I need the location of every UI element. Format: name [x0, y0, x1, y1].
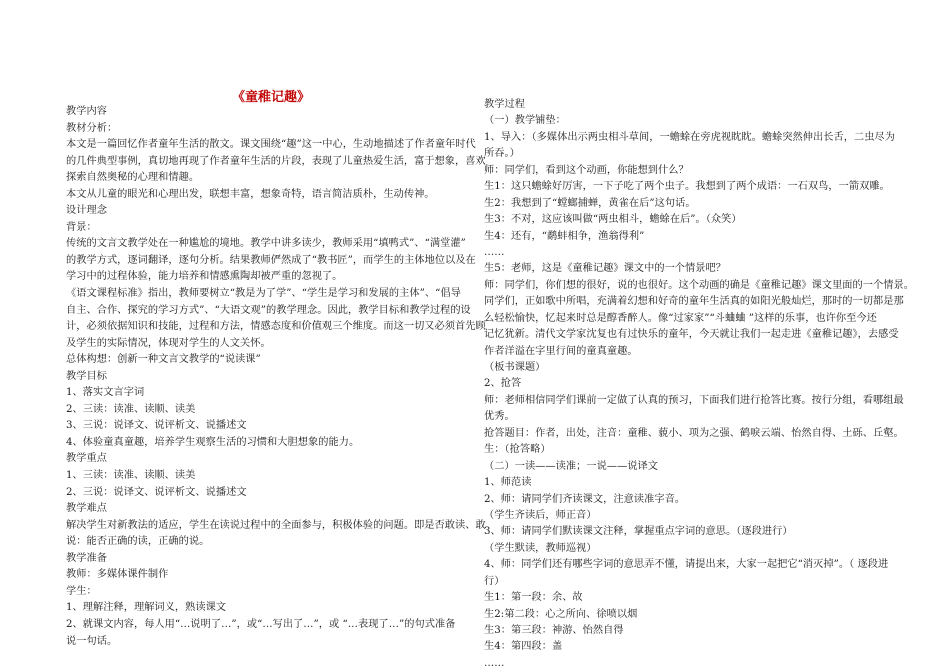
text-line: 自主、合作、探究的学习方式”、“大语文观”的教学理念。因此，教学目标和教学过程的设	[66, 304, 471, 316]
text-line: 生1：第一段：余、故	[484, 592, 583, 604]
text-line: 3、三说：说译文、说评析文、说播述文	[66, 420, 247, 432]
text-line: 1、理解注释，理解词义，熟读课文	[66, 602, 227, 614]
text-line: 的教学方式，逐词翻译，逐句分析。结果教师俨然成了“教书匠”，而学生的主体地位以及在	[66, 254, 476, 266]
text-line: 《语文课程标准》指出，教师要树立“教是为了学”、“学生是学习和发展的主体”、“倡导	[66, 288, 461, 300]
text-line: 教学重点	[66, 453, 107, 465]
text-line: 2、三读：读准、读顺、读美	[66, 403, 196, 415]
text-line: 教学准备	[66, 552, 107, 564]
text-line: 生3：不对，这应该叫做“两虫相斗，蟾蜍在后”。（众笑）	[484, 214, 742, 226]
text-line: 师：老师相信同学们课前一定做了认真的预习，下面我们进行抢答比赛。按行分组，看哪组最	[484, 394, 904, 406]
text-line: 教学内容	[66, 106, 107, 117]
text-line: 教师：多媒体课件制作	[66, 569, 169, 581]
text-line: （学生默读，教师巡视）	[484, 542, 597, 554]
text-line: 行）	[484, 575, 505, 587]
text-line: 生4：还有，“鹬蚌相争，渔翁得利”	[484, 230, 645, 242]
text-line: 2、师：请同学们齐读课文，注意读准字音。	[484, 493, 686, 505]
text-line: 教学目标	[66, 370, 107, 382]
text-line: （板书课题）	[484, 362, 546, 373]
text-line: （学生齐读后，师正音）	[484, 509, 597, 521]
text-line: 及学生的实际情况，体现对学生的人文关怀。	[66, 337, 271, 349]
text-line: 优秀。	[484, 411, 515, 423]
text-line: 么轻松愉快，忆起来时总是醇香醉人。像“过家家”“斗蛐蛐 ”这样的乐事，也许你至今还	[484, 312, 877, 324]
text-line: 教学难点	[66, 503, 107, 515]
text-line: 背景：	[66, 221, 97, 233]
text-line: 本文是一篇回忆作者童年生活的散文。课文围绕“趣”这一中心，生动地描述了作者童年时代	[66, 139, 476, 151]
text-line: 传统的文言文教学处在一种尴尬的境地。教学中讲多读少，教师采用“填鸭式”、“满堂灌”	[66, 238, 466, 250]
right-text-lines	[484, 97, 914, 672]
text-line: 所吞。）	[484, 148, 520, 160]
text-line: 2、抢答	[484, 378, 522, 390]
text-line: 4、体验童真童趣，培养学生观察生活的习惯和大胆想象的能力。	[66, 436, 360, 448]
text-line: 说：能否正确的读，正确的说。	[66, 536, 210, 548]
text-line: （二）一读——读准；一说——说译文	[484, 460, 659, 472]
text-line: 2、三说：说译文、说评析文、说播述文	[66, 486, 247, 498]
text-line: 师：同学们，看到这个动画，你能想到什么？	[484, 164, 689, 176]
text-line: 生1：这只蟾蜍好厉害，一下子吃了两个虫子。我想到了两个成语：一石双鸟，一箭双雕。	[484, 181, 890, 193]
text-line: 1、导入：（多媒体出示两虫相斗草间，一蟾蜍在旁虎视眈眈。蟾蜍突然伸出长舌，二虫尽为	[484, 131, 895, 143]
text-line: 记忆犹新。清代文学家沈复也有过快乐的童年，今天就让我们一起走进《童稚记趣》，去感受	[484, 329, 899, 341]
text-line: ……	[484, 657, 505, 669]
text-line: 作者洋溢在字里行间的童真童趣。	[484, 345, 638, 357]
text-line: 同学们，正如歌中所唱，充满着幻想和好奇的童年生活真的如阳光般灿烂，那时的一切都是那	[484, 296, 904, 308]
text-line: 教学过程	[484, 99, 525, 110]
text-line: 本文从儿童的眼光和心理出发，联想丰富，想象奇特，语言简洁质朴，生动传神。	[66, 188, 435, 200]
text-line: 4、师：同学们还有哪些字词的意思弄不懂，请提出来，大家一起把它“消灭掉”。（ 逐段进	[484, 559, 889, 571]
text-line: 2、就课文内容，每人用“…说明了…”，或“…写出了…”，或 “…表现了…”的句式准备	[66, 618, 456, 630]
text-line: 生3：第三段：神游、怡然自得	[484, 625, 624, 636]
text-line: 总体构想：创新一种文言文教学的“说读课”	[66, 354, 261, 366]
text-line: 师：同学们，你们想的很好，说的也很好。这个动画的确是《童稚记趣》课文里面的一个情景。	[484, 279, 914, 291]
text-line: 设计理念	[66, 205, 107, 217]
text-line: 学生：	[66, 585, 97, 597]
text-line: 的几件典型事例，真切地再现了作者童年生活的片段，表现了儿童热爱生活，富于想象，喜欢	[66, 155, 486, 167]
text-line: 计，必须依据知识和技能，过程和方法，情感态度和价值观三个维度。而这一切又必须首先顾	[66, 321, 486, 333]
text-line: 生：（抢答略）	[484, 444, 551, 456]
left-text-lines	[66, 104, 486, 650]
text-line: （一）教学铺垫：	[484, 115, 566, 127]
text-line: 探索自然奥秘的心理和情趣。	[66, 172, 200, 184]
text-line: 学习中的过程体验，能力培养和情感熏陶却被严重的忽视了。	[66, 271, 343, 283]
text-line: 说一句话。	[66, 635, 118, 647]
text-line: 3、师：请同学们默读课文注释，掌握重点字词的意思。（逐段进行）	[484, 526, 793, 538]
text-line: ……	[484, 246, 505, 258]
text-line: 解决学生对新教法的适应，学生在读说过程中的全面参与，积极体验的问题。即是否敢读、敢	[66, 519, 486, 531]
text-line: 1、落实文言字词	[66, 387, 145, 399]
text-line: 生5：老师，这是《童稚记趣》课文中的一个情景吧？	[484, 263, 726, 275]
text-line: 生2：我想到了“螳螂捕蝉，黄雀在后”这句话。	[484, 197, 696, 209]
text-line: 教材分析：	[66, 122, 118, 134]
text-line: 生2:第二段：心之所向、徐喷以烟	[484, 608, 638, 620]
document-title: 《童稚记趣》	[232, 90, 311, 105]
text-line: 1、师范读	[484, 477, 532, 489]
text-line: 抢答题目：作者，出处，注音：童稚、藐小、项为之强、鹤唳云端、怡然自得、土砾、丘壑。	[484, 427, 904, 439]
text-line: 1、三读：读准、读顺、读美	[66, 470, 196, 482]
text-line: 生4：第四段：盖	[484, 641, 563, 653]
